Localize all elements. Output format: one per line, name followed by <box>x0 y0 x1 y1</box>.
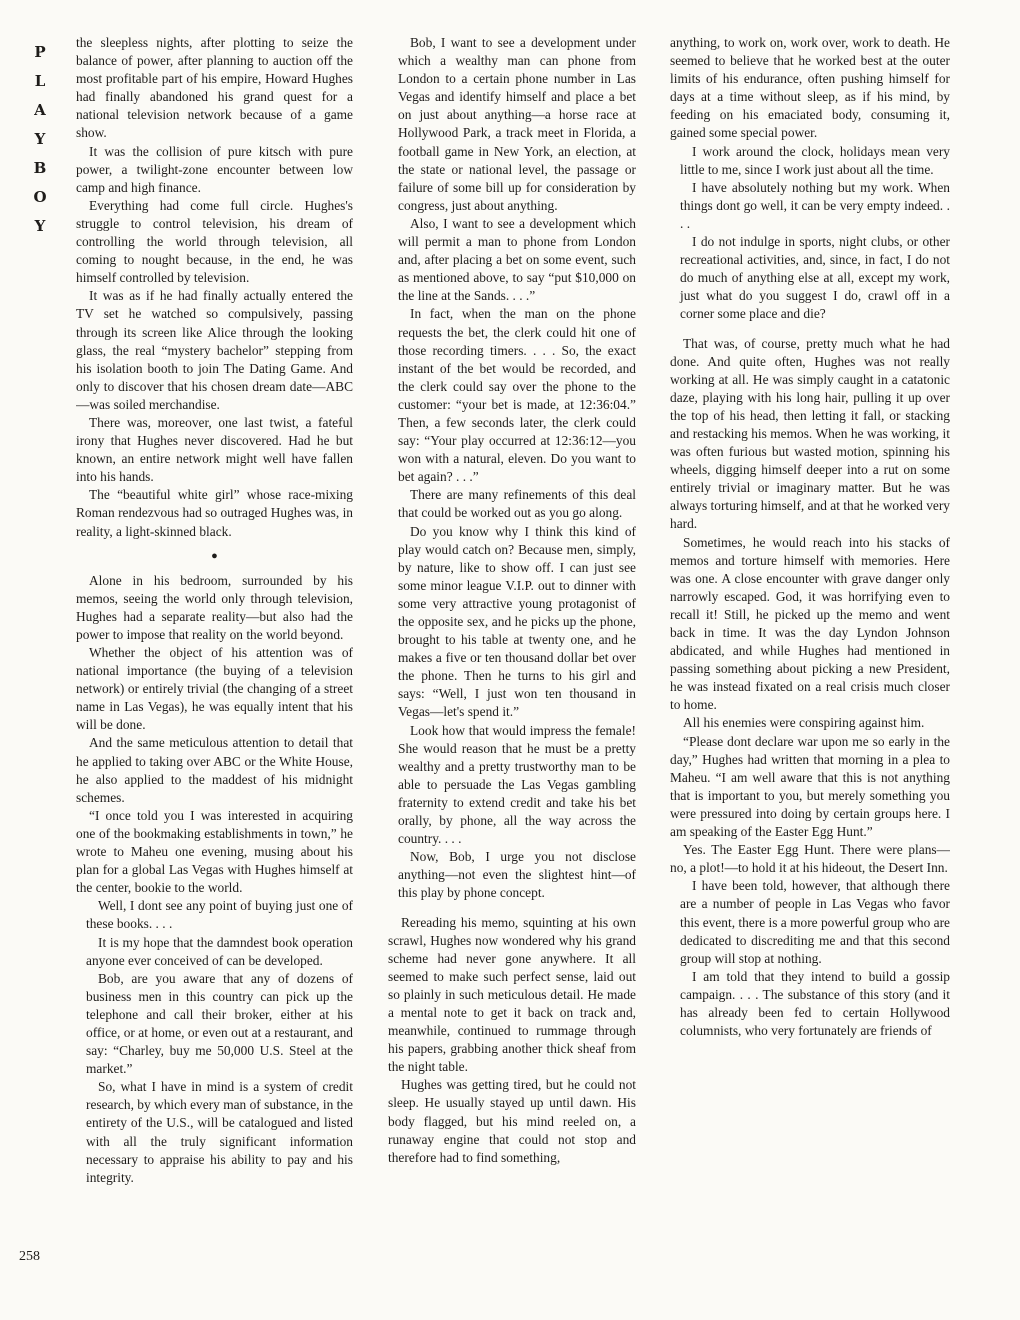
quote-paragraph: Well, I dont see any point of buying just one of these books. . . . <box>86 898 353 932</box>
quote-paragraph: It is my hope that the damndest book operation anyone ever conceived of can be developed. <box>86 934 353 968</box>
body-paragraph: It was the collision of pure kitsch with pure power, a twilight-zone encounter between low camp and high finance. <box>76 143 353 195</box>
quote-paragraph: There are many refinements of this deal that could be worked out as you go along. <box>398 487 636 521</box>
section-separator: ● <box>211 549 218 562</box>
body-paragraph: The “beautiful white girl” whose race-mixing Roman rendezvous had so outraged Hughes was, in reality, a light-skinned black. <box>76 487 353 539</box>
body-paragraph: Sometimes, he would reach into his stacks of memos and torture himself with memories. Here was one. A close encounter with grave danger only narrowly escaped. God, it was horrifying even to recall it! Still, he picked up the memo and went back in time. It was the day Lyndon Johnson abdicated, and while Hughes had mentioned in passing something about picking a new President, he was instead fixated on a real crisis much closer to home. <box>670 534 950 713</box>
body-paragraph: And the same meticulous attention to detail that he applied to taking over ABC or the White House, he also applied to the maddest of his midnight schemes. <box>76 735 353 805</box>
body-paragraph: Alone in his bedroom, surrounded by his memos, seeing the world only through television, Hughes had a separate reality—but also had the power to impose that reality on the world beyond. <box>76 572 353 642</box>
memo-quote <box>398 34 636 903</box>
body-paragraph: “I once told you I was interested in acquiring one of the bookmaking establishments in town,” he wrote to Maheu one evening, musing about his plan for a global Las Vegas with Hughes himself at the center, bookie to the world. <box>76 807 353 896</box>
body-paragraph: Everything had come full circle. Hughes's struggle to control television, his dream of controlling the world through television, all coming to nought because, in the end, he was himself controlled by television. <box>76 197 353 286</box>
quote-paragraph: In fact, when the man on the phone requests the bet, the clerk could hit one of those recording timers. . . . So, the exact instant of the bet would be recorded, and the clerk could say over the phone to the customer: “your bet is made, at 12:36:04.” Then, a few seconds later, the clerk could say: “Your play occurred at 12:36:12—you won with a natural, eleven. Do you want to bet again? . . .” <box>398 306 636 485</box>
body-paragraph: That was, of course, pretty much what he had done. And quite often, Hughes was not really working at all. He was simply caught in a catatonic daze, playing with his long hair, pulling it up over the top of his head, then letting it fall, or stacking and restacking his memos. When he was working, it was often furious but wasted motion, spinning his wheels, digging himself deeper into a rut on some entirely trivial or imaginary matter. But he was always torturing himself, and at that he worked very hard. <box>670 335 950 532</box>
quote-paragraph: Also, I want to see a development which will permit a man to phone from London and, after placing a bet on some event, such as mentioned above, to say “put $10,000 on the line at the Sands. . . .” <box>398 215 636 304</box>
masthead-letter: Y <box>34 217 46 235</box>
quote-paragraph: I am told that they intend to build a gossip campaign. . . . The substance of this story (and it has already been fed to certain Hollywood columnists, who very fortunately are friends of <box>680 968 950 1039</box>
masthead-letter: O <box>33 188 47 206</box>
body-paragraph: Yes. The Easter Egg Hunt. There were plans—no, a plot!—to hold it at his hideout, the Desert Inn. <box>670 842 950 876</box>
body-paragraph: Whether the object of his attention was of national importance (the buying of a television network) or entirely trivial (the changing of a street name in Las Vegas), he was equally intent that his will be done. <box>76 645 353 733</box>
body-paragraph: “Please dont declare war upon me so early in the day,” Hughes had written that morning in a plea to Maheu. “I am well aware that this is not anything that is important to you, but merely something you were pressured into doing by certain groups here. I am speaking of the Easter Egg Hunt.” <box>670 733 950 840</box>
continued-paragraph: anything, to work on, work over, work to death. He seemed to believe that he worked best at the outer limits of his endurance, often pushing himself for days at a time without sleep, as if his mind, by feeding on his emaciated body, consuming it, gained some special power. <box>670 35 950 141</box>
column-1 <box>76 34 353 1304</box>
masthead-letter: P <box>34 43 46 61</box>
continued-paragraph: the sleepless nights, after plotting to seize the balance of power, after planning to auction off the most profitable part of his empire, Howard Hughes had finally abandoned his grand quest for a national television network because of a game show. <box>76 35 353 141</box>
quote-paragraph: I have been told, however, that although there are a number of people in Las Vegas who favor this event, there is a more powerful group who are dedicated to discrediting me and that this second group will stop at nothing. <box>680 878 950 966</box>
column-3 <box>670 34 950 1304</box>
quote-paragraph: Now, Bob, I urge you not disclose anything—not even the slightest hint—of this play by phone concept. <box>398 849 636 901</box>
memo-quote <box>86 897 353 1187</box>
column-2 <box>388 34 636 1304</box>
masthead-letter: L <box>34 72 46 90</box>
body-paragraph: Rereading his memo, squinting at his own scrawl, Hughes now wondered why his grand scheme had never gone anywhere. It all seemed to make such perfect sense, laid out so plainly in such meticulous detail. He made a mental note to get it back on track and, meanwhile, continued to rummage through his papers, grabbing another thick sheaf from the night table. <box>388 914 636 1075</box>
quote-paragraph: Bob, I want to see a development under which a wealthy man can phone from London to a certain phone number in Las Vegas and identify himself and place a bet on just about anything—a horse race at Hollywood Park, a track meet in Florida, a football game in New York, an election, at the state or national level, the passage or failure of some bill up for consideration by congress, just about anything. <box>398 35 636 213</box>
quote-paragraph: Do you know why I think this kind of play would catch on? Because men, simply, by nature, like to show off. I can just see some minor league V.I.P. out to dinner with some very attractive young protagonist of the opposite sex, and he picks up the phone, brought to his table at twenty one, and he makes a five or ten thousand dollar bet over the phone. Then he turns to his girl and says: “Well, I just won ten thousand in Vegas—let's spend it.” <box>398 523 636 720</box>
memo-quote <box>680 877 950 1040</box>
quote-paragraph: So, what I have in mind is a system of credit research, by which every man of substance, in the entirety of the U.S., will be catalogued and listed with all the truly significant information necessary to appraise his ability to pay and his integrity. <box>86 1079 353 1185</box>
page-number: 258 <box>19 1249 40 1264</box>
quote-paragraph: I have absolutely nothing but my work. When things dont go well, it can be very empty indeed. . . . <box>680 179 950 231</box>
quote-paragraph: Bob, are you aware that any of dozens of business men in this country can pick up the telephone and call their broker, either at his office, or at home, or even out at a restaurant, and say: “Charley, buy me 50,000 U.S. Steel at the market.” <box>86 970 353 1077</box>
body-paragraph: Hughes was getting tired, but he could not sleep. He usually stayed up until dawn. His body flagged, but his mind reeled on, a runaway engine that could not stop and therefore had to find something, <box>388 1077 636 1165</box>
masthead-letter: Y <box>34 130 46 148</box>
quote-paragraph: I do not indulge in sports, night clubs, or other recreational activities, and, since, in fact, I do not do much of anything else at all, except my work, just what do you suggest I do, crawl off in a corner some place and die? <box>680 234 950 322</box>
quote-paragraph: Look how that would impress the female! She would reason that he must be a pretty wealthy and a pretty trustworthy man to be able to persuade the Las Vegas gambling fraternity to extend credit and take his bet orally, by phone, all the way across the country. . . . <box>398 722 636 847</box>
body-paragraph: There was, moreover, one last twist, a fateful irony that Hughes never discovered. Had he but known, an entire network might well have fallen into his hands. <box>76 414 353 485</box>
memo-quote <box>680 143 950 324</box>
body-paragraph: It was as if he had finally actually entered the TV set he watched so compulsively, passing through its screen like Alice through the looking glass, the real “mystery bachelor” stepping from his isolation booth to join The Dating Game. And only to discover that his chosen dream date—ABC—was soiled merchandise. <box>76 288 353 412</box>
masthead <box>30 38 50 241</box>
body-paragraph: All his enemies were conspiring against him. <box>683 715 925 731</box>
quote-paragraph: I work around the clock, holidays mean very little to me, since I work just about all the time. <box>680 143 950 177</box>
masthead-letter: B <box>33 159 47 177</box>
masthead-letter: A <box>34 101 46 119</box>
